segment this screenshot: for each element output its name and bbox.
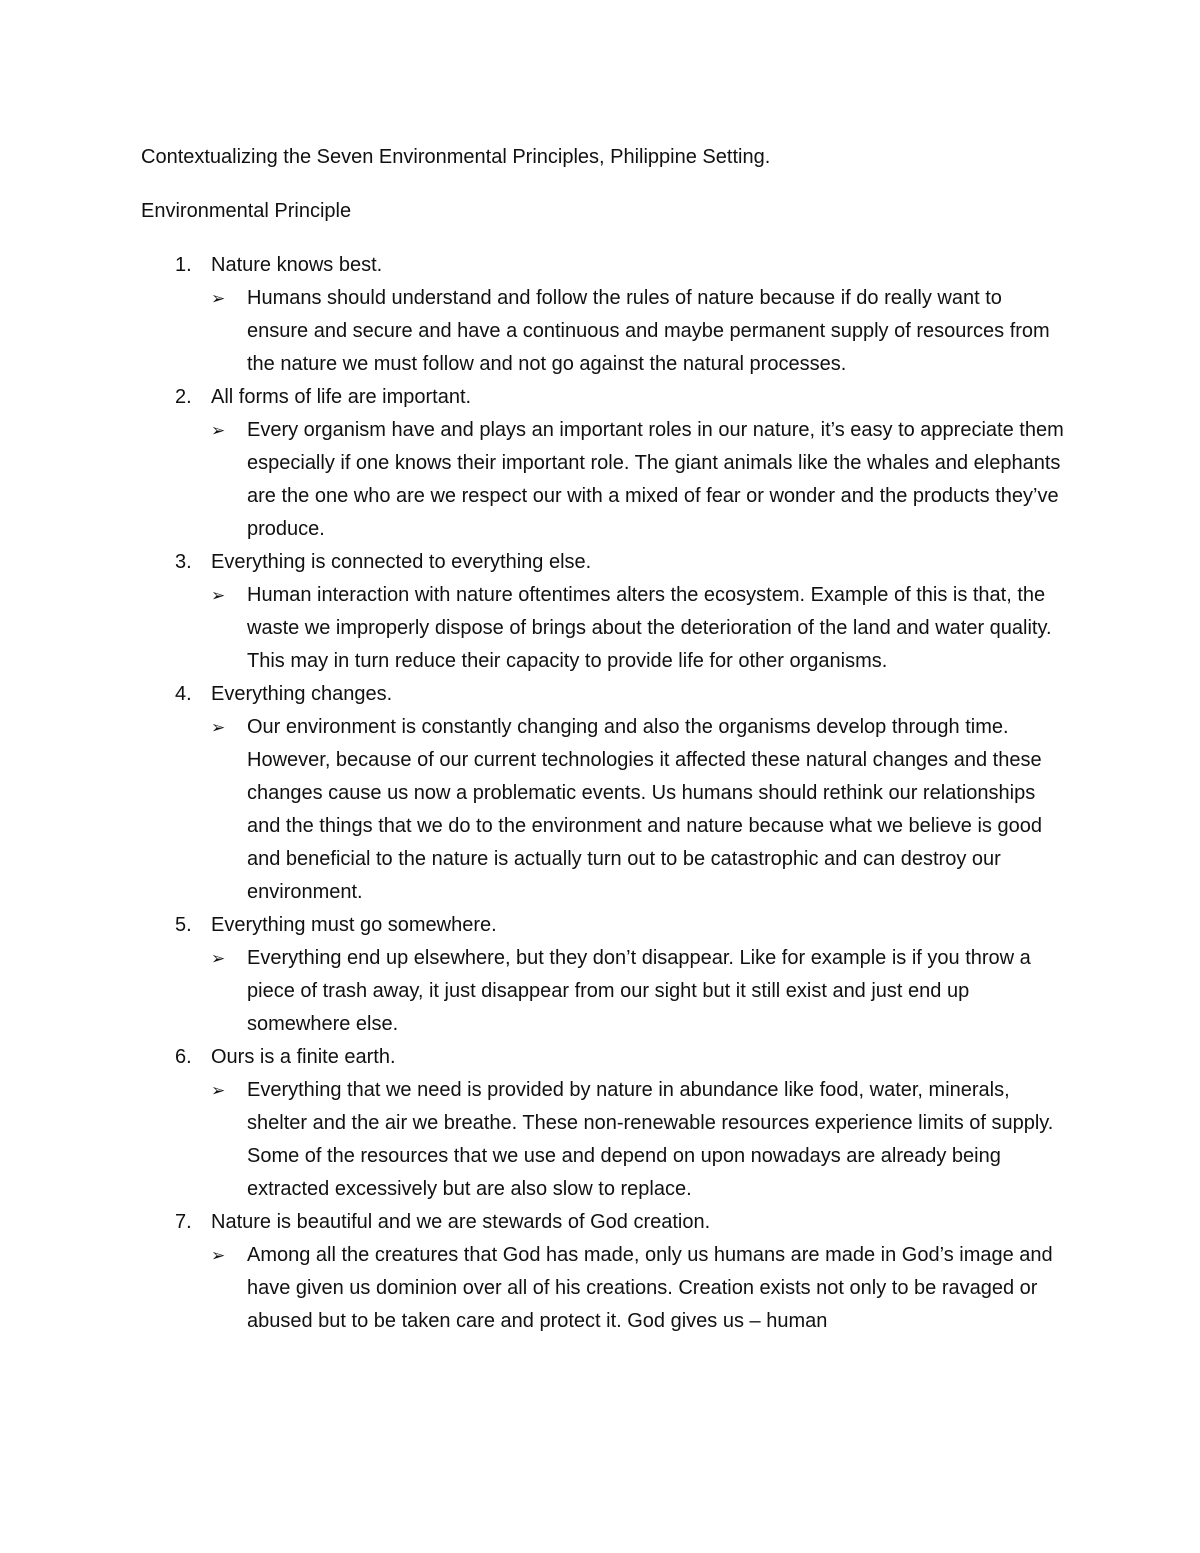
principle-number: 5. xyxy=(175,914,192,936)
principle-item xyxy=(141,1041,1066,1206)
principle-title: Nature is beautiful and we are stewards of God creation. xyxy=(211,1211,711,1233)
principle-item xyxy=(141,546,1066,678)
principle-number: 4. xyxy=(175,683,192,705)
document-title: Contextualizing the Seven Environmental Principles, Philippine Setting. xyxy=(141,146,771,168)
principle-title: Ours is a finite earth. xyxy=(211,1046,396,1068)
arrowhead-bullet-icon: ➢ xyxy=(211,1246,226,1265)
arrowhead-bullet-icon: ➢ xyxy=(211,949,226,968)
explanation-text: Human interaction with nature oftentimes alters the ecosystem. Example of this is that, the waste we improperly dispose of brings about the deterioration of the land and water quality. This may in turn reduce their capacity to provide life for other organisms. xyxy=(247,584,1052,672)
principle-explanation xyxy=(211,282,1066,381)
principle-item xyxy=(141,678,1066,909)
explanation-text: Everything that we need is provided by nature in abundance like food, water, minerals, shelter and the air we breathe. These non-renewable resources experience limits of supply. Some of the resources that we use and depend on upon nowadays are already being extracted excessively but are also slow to replace. xyxy=(247,1079,1054,1200)
principle-title: Everything changes. xyxy=(211,683,393,705)
arrowhead-bullet-icon: ➢ xyxy=(211,289,226,308)
principle-number: 1. xyxy=(175,254,192,276)
principle-title: Nature knows best. xyxy=(211,254,383,276)
principle-explanation xyxy=(211,414,1066,546)
principle-explanation xyxy=(211,711,1066,909)
arrowhead-bullet-icon: ➢ xyxy=(211,718,226,737)
principle-item xyxy=(141,381,1066,546)
principle-number: 6. xyxy=(175,1046,192,1068)
principle-number: 3. xyxy=(175,551,192,573)
principle-explanation xyxy=(211,942,1066,1041)
section-heading: Environmental Principle xyxy=(141,200,352,222)
principle-title: All forms of life are important. xyxy=(211,386,472,408)
principle-explanation xyxy=(211,1239,1066,1338)
principle-title: Everything must go somewhere. xyxy=(211,914,497,936)
explanation-text: Everything end up elsewhere, but they don’t disappear. Like for example is if you throw a piece of trash away, it just disappear from our sight but it still exist and just end up somewhere else. xyxy=(247,947,1031,1035)
explanation-text: Humans should understand and follow the rules of nature because if do really want to ensure and secure and have a continuous and maybe permanent supply of resources from the nature we must follow and not go against the natural processes. xyxy=(247,287,1050,375)
explanation-text: Every organism have and plays an important roles in our nature, it’s easy to appreciate them especially if one knows their important role. The giant animals like the whales and elephants are the one who are we respect our with a mixed of fear or wonder and the products they’ve produce. xyxy=(247,419,1064,540)
principle-number: 2. xyxy=(175,386,192,408)
document-body xyxy=(141,142,1066,1338)
principle-explanation xyxy=(211,579,1066,678)
principle-item xyxy=(141,909,1066,1041)
principles-list xyxy=(141,249,1066,1338)
principle-explanation xyxy=(211,1074,1066,1206)
arrowhead-bullet-icon: ➢ xyxy=(211,586,226,605)
arrowhead-bullet-icon: ➢ xyxy=(211,1081,226,1100)
principle-item xyxy=(141,1206,1066,1338)
explanation-text: Our environment is constantly changing and also the organisms develop through time. However, because of our current technologies it affected these natural changes and these changes cause us now a problematic events. Us humans should rethink our relationships and the things that we do to the environment and nature because what we believe is good and beneficial to the nature is actually turn out to be catastrophic and can destroy our environment. xyxy=(247,716,1042,903)
principle-number: 7. xyxy=(175,1211,192,1233)
principle-title: Everything is connected to everything else. xyxy=(211,551,592,573)
arrowhead-bullet-icon: ➢ xyxy=(211,421,226,440)
explanation-text: Among all the creatures that God has made, only us humans are made in God’s image and have given us dominion over all of his creations. Creation exists not only to be ravaged or abused but to be taken care and protect it. God gives us – human xyxy=(247,1244,1053,1332)
principle-item xyxy=(141,249,1066,381)
